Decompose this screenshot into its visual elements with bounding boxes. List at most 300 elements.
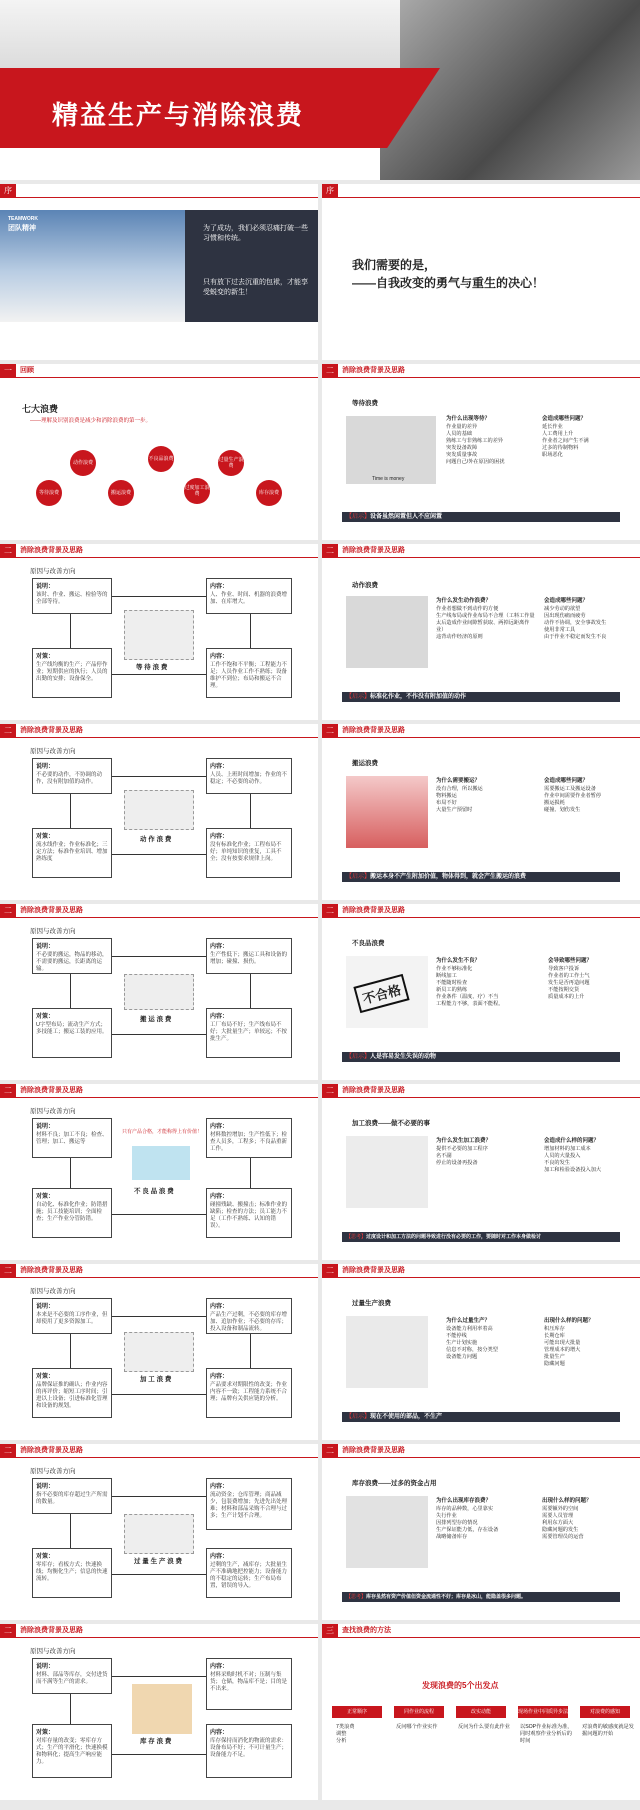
cover-slide [0, 0, 640, 180]
flow-arrow [70, 1514, 71, 1548]
slide-number: 二 [322, 1444, 338, 1458]
list-item: 新员工的熟练 [436, 987, 468, 993]
insight-text: 人是容易发生失误的动物 [370, 1054, 437, 1060]
wait-illustration [124, 610, 194, 660]
box-text: 对库存量的改变；零库存方式；生产的平滑化；快速换模和物料化；提高生产响应能力。 [36, 1738, 108, 1765]
diagram-label: 库 存 浪 费 [140, 1738, 172, 1745]
transport-waste-slide [322, 724, 640, 900]
list-item: 作业不够标准化 [436, 966, 473, 972]
box-label: 内容： [210, 1664, 229, 1670]
cause-title: 原因与改善方向 [30, 1648, 76, 1655]
box-label: 内容： [210, 834, 229, 840]
box-text: 生产线均衡的生产；产品停作业；短期供应的执行；人员的出勤的安排；设备保全。 [36, 662, 108, 682]
box-text: 不必要的搬运，物品的移动，不需要的搬运，长距离的运输。 [36, 952, 108, 972]
section-title: 不良品浪费 [352, 940, 385, 947]
list-item: 增加材料的加工成本 [544, 1146, 591, 1152]
list-item: 物料搬运 [436, 793, 457, 799]
question-2: 会造成哪些问题？ [542, 416, 587, 422]
reason-list [436, 786, 483, 814]
insight-tag: 【启示】 [346, 1054, 371, 1060]
slide-header-title: 消除浪费背景及思路 [342, 1267, 405, 1274]
motion-waste-slide [322, 544, 640, 720]
flow-arrow [112, 1034, 206, 1035]
box-text: 人、作业、时间、机器的浪费增加、在库增大。 [210, 592, 288, 605]
box-label: 内容： [210, 944, 229, 950]
box-label: 对策： [36, 1374, 55, 1380]
slide-number: 二 [322, 544, 338, 558]
diagram-label: 动 作 浪 费 [140, 836, 172, 843]
content-box [206, 1658, 292, 1710]
list-item: 作业中间需要作业者暂停 [544, 793, 602, 799]
list-item: 熟练工与非熟练工的差异 [446, 438, 504, 444]
insight-tag: 【启示】 [346, 874, 371, 880]
cause-title: 原因与改善方向 [30, 1468, 76, 1475]
reason-list [436, 1146, 488, 1167]
section-title: 搬运浪费 [352, 760, 378, 767]
list-item: 不能随时检查 [436, 980, 468, 986]
insight-text: 设备虽然闲置但人不应闲置 [370, 514, 443, 520]
section-title: 库存浪费——过多的资金占用 [352, 1480, 437, 1487]
list-item: 作业者的工作士气 [548, 973, 590, 979]
cause-title: 原因与改善方向 [30, 1288, 76, 1295]
flow-arrow [112, 1496, 206, 1497]
question-2: 出现什么样的问题？ [544, 1318, 594, 1324]
flow-arrow [112, 1214, 206, 1215]
box-text: 材料、部品等库存，交付进货而不满等生产的需求。 [36, 1672, 108, 1685]
slide-header-title: 消除浪费背景及思路 [20, 1267, 83, 1274]
reason-list [436, 606, 536, 641]
flow-arrow [112, 956, 206, 957]
slide-number: 二 [0, 724, 16, 738]
overprocessing-waste-slide [322, 1084, 640, 1260]
reason-list [446, 424, 505, 466]
question-1: 为什么发生不良？ [436, 958, 481, 964]
question-1: 为什么出现等待？ [446, 416, 491, 422]
image-caption: Time is money [372, 476, 405, 482]
flow-arrow [70, 1694, 71, 1724]
slide-number: 二 [322, 904, 338, 918]
list-item: 由于作业不稳定而发生不良 [544, 634, 607, 640]
reject-stamp-image [346, 956, 428, 1028]
slide-header [0, 724, 318, 738]
list-item: 违背动作经济的原则 [436, 634, 483, 640]
problem-list [548, 966, 590, 1001]
overprod-cause-slide [0, 1444, 318, 1620]
content-box-2 [206, 828, 292, 878]
box-label: 对策： [36, 1554, 55, 1560]
list-item: 利用东方面大 [542, 1520, 574, 1526]
inventory-cause-slide [0, 1624, 318, 1800]
slide-header-title: 消除浪费背景及思路 [342, 727, 405, 734]
box-text: 碰撞残缺、搬撞击；标准作业的缺陷；检查的方法；员工能力不足（工作不熟练、认知的错误）。 [210, 1202, 288, 1229]
measure-box [32, 1368, 112, 1418]
box-text: 指不必要的库存超过生产所需的数量。 [36, 1492, 108, 1505]
problem-list [542, 424, 589, 459]
slide-header-title: 消除浪费背景及思路 [342, 907, 405, 914]
list-item: 作业条件（温度、疗）不当 [436, 994, 499, 1000]
waste-circle-defect: 不良品浪费 [148, 446, 174, 472]
box-label: 对策： [36, 1730, 55, 1736]
flow-arrow [70, 794, 71, 828]
insight-bar [342, 1592, 620, 1602]
motion-cause-slide [0, 724, 318, 900]
preface-point-2: 只有放下过去沉重的包袱，才能享受蜕变的新生！ [203, 279, 308, 296]
list-item: 使用非常工具 [544, 627, 576, 633]
insight-text: 库存虽然有资产价值但资金流通性不好；库存是冰山，能隐盖很多问题。 [366, 1594, 527, 1600]
stamp-text: 不合格 [353, 974, 409, 1013]
slide-header-title: 消除浪费背景及思路 [342, 1087, 405, 1094]
content-box [206, 938, 292, 974]
list-item: 动作不协调，安全事故发生 [544, 620, 607, 626]
question-1: 为什么发生加工浪费？ [436, 1138, 492, 1144]
transport-image [346, 776, 428, 848]
insight-text: 搬运本身不产生附加价值，物体得到，就会产生搬运的浪费 [370, 874, 527, 880]
slide-number: 二 [322, 1264, 338, 1278]
problem-list [544, 786, 601, 814]
flow-arrow [112, 674, 206, 675]
measure-box [32, 1008, 112, 1058]
problem-list [544, 1326, 580, 1368]
flow-arrow [250, 794, 251, 828]
section-title: 等待浪费 [352, 400, 378, 407]
box-label: 说明： [36, 1484, 55, 1490]
box-text: 流水线作业；作业标准化；三定方法；标准作业培训、增加熟练度 [36, 842, 108, 862]
box-label: 说明： [36, 1664, 55, 1670]
box-text: 流动资金；仓库管理；商品减少，包装费增加；先进先出处理难；材料和部品采购不合理与过多；生产计划不合理。 [210, 1492, 288, 1519]
preface-right-slide [322, 184, 640, 360]
box-label: 说明： [36, 584, 55, 590]
find-waste-slide [322, 1624, 640, 1800]
box-text: 本来是不必要的工序作业，但却使用了更多资源加工。 [36, 1312, 108, 1325]
flow-arrow [112, 1574, 206, 1575]
content-box-2 [206, 1368, 292, 1418]
list-item: 作业者想做不到动作的方便 [436, 606, 499, 612]
slide-header-title: 消除浪费背景及思路 [20, 907, 83, 914]
insight-bar [342, 1412, 620, 1422]
list-item: 不良的发生 [544, 1160, 570, 1166]
slide-header [322, 364, 640, 378]
insight-tag: 【思考】 [346, 1234, 367, 1240]
problem-list [542, 1506, 584, 1541]
diagram-label: 不 良 品 浪 费 [134, 1188, 174, 1195]
overproc-illustration [124, 1332, 194, 1372]
list-item: 调整 [336, 1731, 347, 1737]
callout-text: 只有产品合格，才能称得上有价值！ [122, 1129, 203, 1135]
content-box-2 [206, 1548, 292, 1598]
insight-text: 标准化作业，不作没有附加值的动作 [370, 694, 467, 700]
section-title: 过量生产浪费 [352, 1300, 391, 1307]
list-item: 需要搬运工及搬运设备 [544, 786, 596, 792]
desc-box [32, 758, 112, 794]
transport-illustration [124, 974, 194, 1010]
slide-header [322, 1624, 640, 1638]
overproc-cause-slide [0, 1264, 318, 1440]
box-label: 内容： [210, 764, 229, 770]
content-box-2 [206, 1724, 292, 1778]
quote-line-1: 我们需要的是， [352, 258, 437, 272]
box-text: U字型布局；流动生产方式；多技能工；搬运工装的应用。 [36, 1022, 108, 1035]
problem-list [544, 1146, 601, 1174]
list-item: 加工和检验设备投入加大 [544, 1167, 602, 1173]
list-item: 职场恶化 [542, 452, 563, 458]
slide-header-title: 回顾 [20, 367, 34, 374]
flow-arrow [250, 614, 251, 648]
list-item: 碰撞、划伤发生 [544, 807, 581, 813]
diagram-label: 加 工 浪 费 [140, 1376, 172, 1383]
content-box [206, 1478, 292, 1530]
question-2: 会导致哪些问题？ [548, 958, 593, 964]
content-box-2 [206, 648, 292, 698]
list-item: 人工费用上升 [542, 431, 574, 437]
wait-cause-slide [0, 544, 318, 720]
list-item: 没有合理，所以搬运 [436, 786, 483, 792]
reason-list [436, 1506, 498, 1541]
list-item: 可能出现大批量 [544, 1340, 581, 1346]
slide-number: 二 [0, 1624, 16, 1638]
box-label: 说明： [36, 764, 55, 770]
list-item: 对浪费的敏感度就是发掘问题的开始 [582, 1724, 634, 1737]
list-item: 搬运损耗 [544, 800, 565, 806]
slide-number: 二 [322, 724, 338, 738]
content-box-2 [206, 1008, 292, 1058]
measure-box [32, 828, 112, 878]
list-item: 过多的待制物料 [542, 445, 579, 451]
list-item: 问题自己/外在原因的困扰 [446, 459, 505, 465]
question-1: 为什么过量生产？ [446, 1318, 491, 1324]
defect-cause-slide [0, 1084, 318, 1260]
cause-title: 原因与改善方向 [30, 1108, 76, 1115]
box-label: 内容： [210, 1374, 229, 1380]
point-list-4 [520, 1724, 574, 1745]
question-1: 为什么出现库存浪费？ [436, 1498, 492, 1504]
list-item: 大量生产预留时 [436, 807, 473, 813]
preface-panel [185, 210, 318, 322]
box-label: 说明： [36, 944, 55, 950]
slide-header-title: 消除浪费背景及思路 [20, 1627, 83, 1634]
list-item: 质量成本的上升 [548, 994, 585, 1000]
find-title: 发现浪费的5个出发点 [422, 1681, 499, 1690]
list-item: 减少劳动的欲望 [544, 606, 581, 612]
desc-box [32, 578, 112, 614]
slide-header [322, 904, 640, 918]
box-text: 产品要求对期限性的改变；作业内容不一致；工程能力系统不合理；品牌有关供应链的分析。 [210, 1382, 288, 1402]
hourglass-image [346, 416, 436, 484]
cause-title: 原因与改善方向 [30, 748, 76, 755]
slide-number: 二 [0, 544, 16, 558]
preface-left-slide [0, 184, 318, 360]
slide-header-title: 消除浪费背景及思路 [20, 547, 83, 554]
list-item: 需要额外的空间 [542, 1506, 579, 1512]
section-title: 加工浪费——做不必要的事 [352, 1120, 430, 1127]
machine-image [346, 1136, 428, 1208]
box-text: 人员、上班时间增加；作业的不稳定；不必要的动作。 [210, 772, 288, 785]
content-box [206, 1298, 292, 1334]
slide-header [322, 544, 640, 558]
flow-arrow [70, 1158, 71, 1188]
box-label: 内容： [210, 654, 229, 660]
slide-header [0, 364, 318, 378]
box-label: 内容： [210, 1484, 229, 1490]
slide-number: 二 [322, 1084, 338, 1098]
content-box-2 [206, 1188, 292, 1238]
list-item: 提供不必要的加工程序 [436, 1146, 488, 1152]
review-subtitle: ——理解及识别浪费是减少和消除浪费的第一步。 [30, 418, 152, 424]
slide-header-title: 消除浪费背景及思路 [20, 727, 83, 734]
slide-header [322, 1084, 640, 1098]
desc-box [32, 938, 112, 974]
quote-line-2: ——自我改变的勇气与重生的决心！ [352, 276, 545, 290]
slide-number: 序 [0, 184, 16, 198]
flow-arrow [70, 614, 71, 648]
box-label: 内容： [210, 584, 229, 590]
waste-circle-wait: 等待浪费 [36, 480, 62, 506]
insight-tag: 【启示】 [346, 1414, 371, 1420]
slide-header [322, 1264, 640, 1278]
box-text: 工作不饱和不平衡；工程能力不足；人员作业工作不熟练；设备维护不到位；布局和搬运不合理。 [210, 662, 288, 689]
insight-bar [342, 1232, 620, 1242]
list-item: 库存的品种数，心里靠实 [436, 1506, 494, 1512]
list-item: 长期仓库 [544, 1333, 565, 1339]
list-item: 作业量的差异 [446, 424, 478, 430]
point-tag-3: 改实动能 [456, 1706, 506, 1718]
box-label: 说明： [36, 1304, 55, 1310]
flow-arrow [112, 776, 206, 777]
list-item: 因出现伤痛而疲劳 [544, 613, 586, 619]
box-text: 库存保持而消化的物流的需求：设备布局不好；不可计量生产；设备能力不足。 [210, 1738, 288, 1758]
list-item: 不能按期交货 [548, 987, 580, 993]
reason-list [436, 966, 503, 1008]
worker-boxes-image [346, 1316, 428, 1388]
list-item: 突发设备故障 [446, 445, 478, 451]
list-item: 断线加工 [436, 973, 457, 979]
list-item: 需要管理员的运营 [542, 1534, 584, 1540]
team-en: TEAMWORK [8, 216, 38, 222]
question-2: 出现什么样的问题？ [542, 1498, 592, 1504]
flow-arrow [112, 596, 206, 597]
slide-number: 二 [0, 1084, 16, 1098]
question-2: 会造成哪些问题？ [544, 778, 589, 784]
problem-list [544, 606, 606, 641]
list-item: 批量生产 [544, 1354, 565, 1360]
flow-arrow [112, 1316, 206, 1317]
slide-header [0, 184, 318, 198]
slide-header [322, 184, 640, 198]
inventory-illustration [132, 1684, 192, 1734]
box-label: 对策： [36, 654, 55, 660]
slide-number: 二 [322, 364, 338, 378]
slide-header [0, 544, 318, 558]
cause-title: 原因与改善方向 [30, 568, 76, 575]
diagram-label: 等 待 浪 费 [136, 664, 168, 671]
desc-box [32, 1658, 112, 1694]
flow-arrow [112, 854, 206, 855]
slide-header-title: 查找浪费的方法 [342, 1627, 391, 1634]
list-item: 工程能力不够，表面不能程。 [436, 1001, 504, 1007]
waste-circle-inventory: 库存浪费 [256, 480, 282, 506]
slide-number: 一 [0, 364, 16, 378]
reason-list [446, 1326, 498, 1361]
money-cage-image [346, 1496, 428, 1568]
box-label: 说明： [36, 1124, 55, 1130]
content-box [206, 578, 292, 614]
insight-tag: 【启示】 [346, 514, 371, 520]
slide-header [322, 1444, 640, 1458]
box-label: 对策： [36, 834, 55, 840]
insight-bar [342, 512, 620, 522]
question-1: 为什么需要搬运？ [436, 778, 481, 784]
point-list-2 [396, 1724, 450, 1731]
content-box [206, 758, 292, 794]
box-text: 不必要的动作，不协调的动作，没有附加值的动作。 [36, 772, 103, 785]
slide-number: 二 [0, 904, 16, 918]
slide-header-title: 消除浪费背景及思路 [20, 1447, 83, 1454]
list-item: 因排列型存的情况 [436, 1520, 478, 1526]
measure-box [32, 1188, 112, 1238]
waste-circle-motion: 动作浪费 [70, 450, 96, 476]
waste-circle-transport: 搬运浪费 [108, 480, 134, 506]
list-item: 导致客户投诉 [548, 966, 580, 972]
box-label: 内容： [210, 1730, 229, 1736]
list-item: 分析 [336, 1738, 347, 1744]
flow-arrow [112, 1394, 206, 1395]
box-label: 内容： [210, 1124, 229, 1130]
slide-number: 二 [0, 1264, 16, 1278]
transport-cause-slide [0, 904, 318, 1080]
list-item: 突发质量事故 [446, 452, 478, 458]
measure-box [32, 648, 112, 698]
question-1: 为什么发生动作浪费？ [436, 598, 492, 604]
box-text: 产品生产过剩，不必要的库存增加、追加作业；不必要的存库；投入设备和制品流转。 [210, 1312, 288, 1332]
flow-arrow [250, 1158, 251, 1188]
list-item: 发生是否再造问题 [548, 980, 590, 986]
box-text: 零库存；看板方式；快速换线；均衡化生产；信息的快速流转。 [36, 1562, 108, 1582]
insight-tag: 【启示】 [346, 694, 371, 700]
point-list-1 [336, 1724, 354, 1745]
list-item: 隐藏问题的发生 [542, 1527, 579, 1533]
list-item: 信息不对称，按分类型 [446, 1347, 498, 1353]
list-item: 不能停线 [446, 1333, 467, 1339]
review-slide [0, 364, 318, 540]
list-item: 生产线布局或作业布局不合理（工料工作量太后造成作业间隙暂获取、两掉远距离作业） [436, 613, 535, 633]
desc-box [32, 1118, 112, 1158]
question-2: 会造成哪些问题？ [544, 598, 589, 604]
point-list-5 [582, 1724, 636, 1738]
question-2: 会造成什么样的问题？ [544, 1138, 600, 1144]
flow-arrow [112, 1754, 206, 1755]
insight-bar [342, 692, 620, 702]
list-item: 人员的基础 [446, 431, 472, 437]
list-item: 以SOP作业标准为准，同时观察作业分析后的时间 [520, 1724, 573, 1744]
slide-header-title: 消除浪费背景及思路 [342, 367, 405, 374]
flow-arrow [250, 1334, 251, 1368]
insight-tag: 【思考】 [346, 1594, 367, 1600]
list-item: 布局不好 [436, 800, 457, 806]
list-item: 人员的大量投入 [544, 1153, 581, 1159]
team-cn: 团队精神 [8, 225, 36, 232]
box-label: 内容： [210, 1304, 229, 1310]
box-label: 对策： [36, 1014, 55, 1020]
slide-header [0, 1624, 318, 1638]
measure-box [32, 1724, 112, 1778]
flow-arrow [112, 1676, 206, 1677]
box-text: 材料采购时机不对；压制与集货；仓储，物品库不是；目的是不出来。 [210, 1672, 288, 1692]
cause-title: 原因与改善方向 [30, 928, 76, 935]
diagram-label: 搬 运 浪 费 [140, 1016, 172, 1023]
defect-waste-slide [322, 904, 640, 1080]
slide-header-title: 消除浪费背景及思路 [342, 547, 405, 554]
box-text: 过剩的生产，减库存；大批量生产不准确地把控能力；设备能力的不稳定的运转；生产布局布置，错误的导入。 [210, 1562, 288, 1589]
overproduction-waste-slide [322, 1264, 640, 1440]
